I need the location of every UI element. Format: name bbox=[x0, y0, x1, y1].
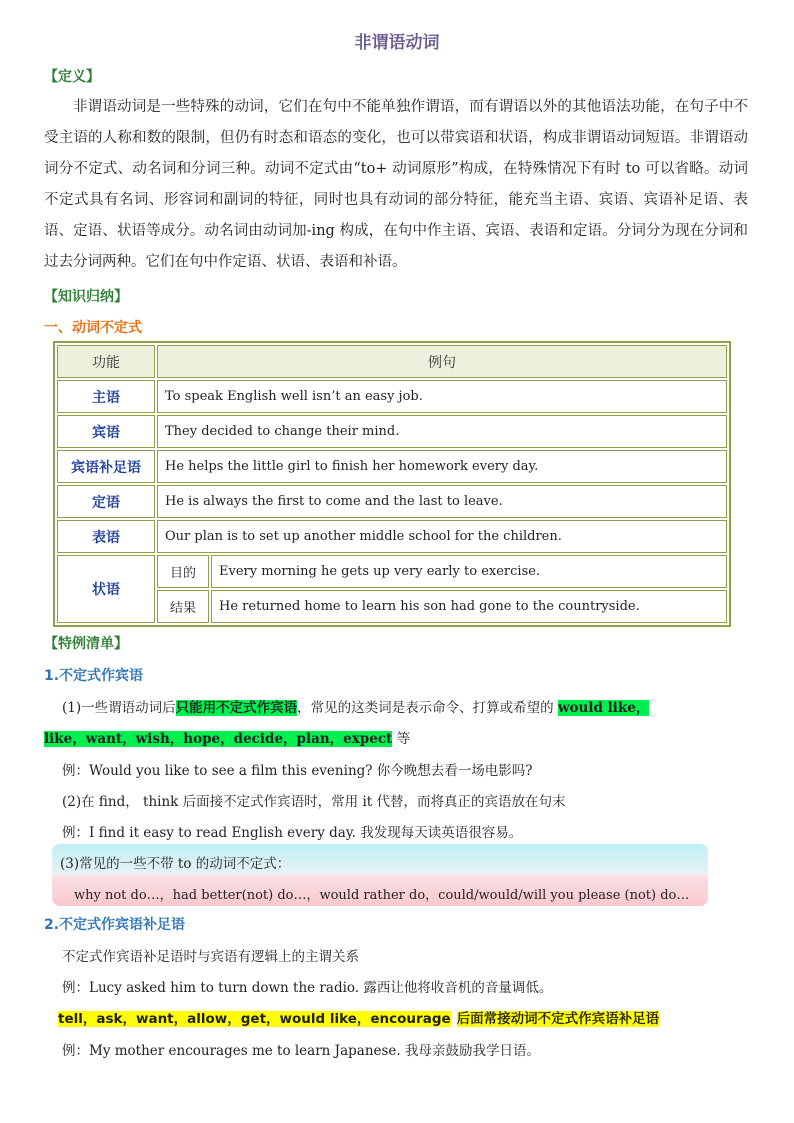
table-row bbox=[57, 590, 727, 623]
function-cell: 宾语补足语 bbox=[57, 450, 155, 483]
example-cell: He is always the first to come and the last to leave. bbox=[157, 485, 727, 518]
page-title: 非谓语动词 bbox=[354, 33, 440, 53]
example-cell: He returned home to learn his son had gone to the countryside. bbox=[211, 590, 727, 623]
section-2-heading: 2.不定式作宾语补足语 bbox=[44, 917, 186, 933]
highlight-verbs: tell，ask，want，allow，get，would like，encourage bbox=[58, 1011, 451, 1027]
table-row bbox=[57, 520, 727, 553]
subfunction-cell: 目的 bbox=[157, 555, 209, 588]
example-cell: They decided to change their mind. bbox=[157, 415, 727, 448]
highlight-line bbox=[58, 1007, 659, 1027]
table-header-row bbox=[57, 345, 727, 378]
example-line: 例：My mother encourages me to learn Japanese. 我母亲鼓励我学日语。 bbox=[62, 1043, 540, 1059]
highlight-verbs-part2: like，want，wish，hope，decide，plan，expect bbox=[44, 731, 393, 747]
section-1-heading: 1.不定式作宾语 bbox=[44, 668, 144, 684]
example-cell: He helps the little girl to finish her homework every day. bbox=[157, 450, 727, 483]
function-table bbox=[53, 341, 731, 627]
function-cell: 状语 bbox=[57, 555, 155, 623]
section-knowledge-heading: 【知识归纳】 bbox=[44, 289, 128, 305]
callout-box bbox=[52, 844, 708, 906]
rule-1-line-cont: like，want，wish，hope，decide，plan，expect 等 bbox=[44, 731, 411, 747]
function-cell: 表语 bbox=[57, 520, 155, 553]
rule-1-line: (1)一些谓语动词后只能用不定式作宾语，常见的这类词是表示命令、打算或希望的 would like， bbox=[62, 700, 650, 716]
example-line: 例：Lucy asked him to turn down the radio. 露西让他将收音机的音量调低。 bbox=[62, 980, 553, 996]
col-header-function: 功能 bbox=[57, 345, 155, 378]
callout-content: why not do…，had better(not) do…，would rather do，could/would/will you please (not) do… bbox=[74, 888, 690, 903]
callout-title: (3)常见的一些不带 to 的动词不定式： bbox=[60, 856, 291, 872]
highlight-only-infinitive: 只能用不定式作宾语 bbox=[175, 700, 298, 716]
table-row bbox=[57, 485, 727, 518]
function-cell: 定语 bbox=[57, 485, 155, 518]
table-row bbox=[57, 380, 727, 413]
table-row bbox=[57, 555, 727, 588]
example-cell: Our plan is to set up another middle school for the children. bbox=[157, 520, 727, 553]
function-cell: 宾语 bbox=[57, 415, 155, 448]
section-2-description: 不定式作宾语补足语时与宾语有逻辑上的主谓关系 bbox=[62, 949, 359, 965]
special-cases-heading: 【特例清单】 bbox=[44, 636, 128, 652]
function-cell: 主语 bbox=[57, 380, 155, 413]
definition-paragraph: 非谓语动词是一些特殊的动词，它们在句中不能单独作谓语，而有谓语以外的其他语法功能，在句子中不受主语的人称和数的限制，但仍有时态和语态的变化，也可以带宾语和状语，构成非谓语动词短语。非谓语动词分不定式、动名词和分词三种。动词不定式由“to+ 动词原形”构成，在特殊情况下有时 to 可以省略。动词不定式具有名词、形容词和副词的特征，同时也具有动词的部分特征，能充当主语、宾语、宾语补足语、表语、定语、状语等成分。动名词由动词加-ing 构成，在句中作主语、宾语、表语和定语。分词分为现在分词和过去分词两种。它们在句中作定语、状语、表语和补语。 bbox=[44, 99, 748, 270]
section-definition-heading: 【定义】 bbox=[44, 69, 100, 85]
example-cell: To speak English well isn’t an easy job. bbox=[157, 380, 727, 413]
example-line: 例：I find it easy to read English every day. 我发现每天读英语很容易。 bbox=[62, 825, 523, 841]
table-row bbox=[57, 415, 727, 448]
highlight-verbs-part1: would like， bbox=[557, 700, 650, 716]
example-line: 例：Would you like to see a film this evening? 你今晚想去看一场电影吗? bbox=[62, 763, 533, 779]
subfunction-cell: 结果 bbox=[157, 590, 209, 623]
highlight-rule: 后面常接动词不定式作宾语补足语 bbox=[456, 1011, 660, 1027]
infinitive-heading: 一、动词不定式 bbox=[44, 320, 142, 336]
table-row bbox=[57, 450, 727, 483]
example-cell: Every morning he gets up very early to exercise. bbox=[211, 555, 727, 588]
rule-2-line: (2)在 find， think 后面接不定式作宾语时，常用 it 代替，而将真正的宾语放在句末 bbox=[62, 794, 566, 810]
col-header-example: 例句 bbox=[157, 345, 727, 378]
